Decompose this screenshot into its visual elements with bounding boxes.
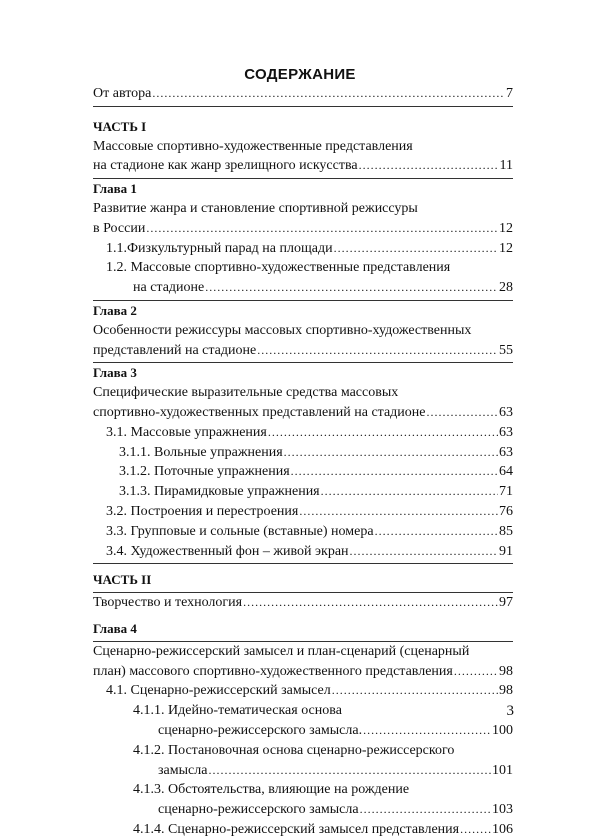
toc-entry-3-3[interactable] [93, 522, 513, 542]
chapter-label: Глава 2 [93, 302, 137, 318]
leader-dots [268, 423, 498, 443]
toc-entry-ch1[interactable] [93, 219, 513, 239]
part-label: ЧАСТЬ II [93, 572, 152, 588]
leader-dots [321, 482, 498, 502]
leader-dots [146, 219, 498, 239]
entry-text: сценарно-режиссерского замысла [158, 802, 359, 818]
entry-page: 101 [492, 762, 513, 778]
toc-entry-ch4[interactable] [93, 662, 513, 682]
table-of-contents [93, 84, 513, 840]
entry-page: 12 [499, 240, 513, 256]
leader-dots [257, 341, 498, 361]
chapter-label: Глава 1 [93, 181, 137, 197]
leader-dots [375, 522, 498, 542]
leader-dots [460, 820, 491, 840]
entry-text: 4.1. Сценарно-режиссерский замысел [106, 683, 331, 699]
entry-page: 91 [499, 543, 513, 559]
entry-line[interactable]: Специфические выразительные средства массовых [93, 385, 399, 401]
toc-entry-1-2[interactable] [93, 278, 513, 298]
leader-dots [426, 403, 498, 423]
entry-line[interactable]: 4.1.1. Идейно-тематическая основа [133, 703, 342, 719]
page-number: 3 [506, 703, 514, 719]
entry-text: От автора [93, 86, 152, 101]
entry-page: 63 [499, 424, 513, 440]
leader-dots [284, 443, 498, 463]
leader-dots [152, 84, 505, 104]
leader-dots [350, 542, 498, 562]
toc-entry-3-4[interactable] [93, 542, 513, 562]
toc-entry-4-1-2[interactable] [93, 761, 513, 781]
leader-dots [363, 721, 491, 741]
entry-text: 3.1.3. Пирамидковые упражнения [119, 484, 320, 500]
entry-page: 103 [492, 802, 513, 818]
leader-dots [332, 681, 498, 701]
toc-entry-part2[interactable] [93, 593, 513, 613]
entry-text: представлений на стадионе [93, 342, 257, 358]
entry-text: спортивно-художественных представлений на стадионе [93, 404, 426, 420]
entry-page: 97 [499, 595, 513, 611]
entry-text: сценарно-режиссерского замысла. [158, 722, 363, 738]
entry-text: 3.1.2. Поточные упражнения [119, 464, 290, 480]
entry-text: план) массового спортивно-художественного представления [93, 663, 453, 679]
entry-line[interactable]: Особенности режиссуры массовых спортивно-художественных [93, 322, 472, 338]
entry-text: 3.4. Художественный фон – живой экран [106, 543, 349, 559]
leader-dots [291, 462, 498, 482]
entry-text: замысла [158, 762, 208, 778]
part-label: ЧАСТЬ I [93, 118, 147, 134]
entry-page: 12 [499, 220, 513, 236]
entry-text: 1.1.Физкультурный парад на площади [106, 240, 333, 256]
entry-text: 4.1.4. Сценарно-режиссерский замысел представления [133, 821, 460, 837]
entry-line[interactable]: 4.1.2. Постановочная основа сценарно-режиссерского [133, 742, 455, 758]
entry-text: Творчество и технология [93, 595, 243, 611]
leader-dots [208, 761, 491, 781]
entry-line[interactable]: Массовые спортивно-художественные представления [93, 138, 413, 154]
entry-page: 76 [499, 503, 513, 519]
leader-dots [360, 800, 491, 820]
toc-entry-4-1-4[interactable] [93, 820, 513, 840]
chapter-label: Глава 3 [93, 365, 137, 381]
toc-entry-3-1-2[interactable] [93, 462, 513, 482]
chapter-label: Глава 4 [93, 620, 137, 636]
entry-text: 3.3. Групповые и сольные (вставные) номера [106, 523, 374, 539]
entry-line[interactable]: 1.2. Массовые спортивно-художественные представления [106, 260, 451, 276]
toc-entry-4-1[interactable] [93, 681, 513, 701]
toc-title: СОДЕРЖАНИЕ [244, 66, 356, 83]
entry-text: на стадионе как жанр зрелищного искусства [93, 158, 358, 174]
toc-entry-author[interactable] [93, 84, 513, 104]
entry-page: 7 [506, 86, 513, 101]
entry-page: 64 [499, 464, 513, 480]
entry-page: 11 [499, 158, 513, 174]
leader-dots [334, 239, 498, 259]
entry-page: 71 [499, 484, 513, 500]
entry-page: 100 [492, 722, 513, 738]
toc-entry-ch3[interactable] [93, 403, 513, 423]
leader-dots [243, 593, 498, 613]
leader-dots [454, 662, 498, 682]
entry-line[interactable]: 4.1.3. Обстоятельства, влияющие на рождение [133, 782, 410, 798]
toc-entry-4-1-1[interactable] [93, 721, 513, 741]
toc-entry-3-2[interactable] [93, 502, 513, 522]
entry-text: 3.1.1. Вольные упражнения [119, 444, 283, 460]
toc-entry-ch2[interactable] [93, 341, 513, 361]
toc-entry-1-1[interactable] [93, 239, 513, 259]
entry-page: 98 [499, 683, 513, 699]
entry-text: 3.1. Массовые упражнения [106, 424, 267, 440]
entry-page: 63 [499, 404, 513, 420]
leader-dots [205, 278, 498, 298]
entry-page: 63 [499, 444, 513, 460]
entry-text: на стадионе [133, 280, 205, 296]
entry-page: 55 [499, 342, 513, 358]
toc-entry-part1[interactable] [93, 156, 513, 176]
toc-entry-3-1[interactable] [93, 423, 513, 443]
entry-page: 28 [499, 280, 513, 296]
toc-entry-3-1-3[interactable] [93, 482, 513, 502]
entry-text: 3.2. Построения и перестроения [106, 503, 299, 519]
entry-line[interactable]: Развитие жанра и становление спортивной режиссуры [93, 200, 418, 216]
entry-page: 85 [499, 523, 513, 539]
entry-line[interactable]: Сценарно-режиссерский замысел и план-сценарий (сценарный [93, 643, 470, 659]
toc-entry-3-1-1[interactable] [93, 443, 513, 463]
leader-dots [299, 502, 498, 522]
toc-entry-4-1-3[interactable] [93, 800, 513, 820]
entry-page: 98 [499, 663, 513, 679]
entry-text: в России [93, 220, 146, 236]
leader-dots [359, 156, 499, 176]
entry-page: 106 [492, 821, 513, 837]
